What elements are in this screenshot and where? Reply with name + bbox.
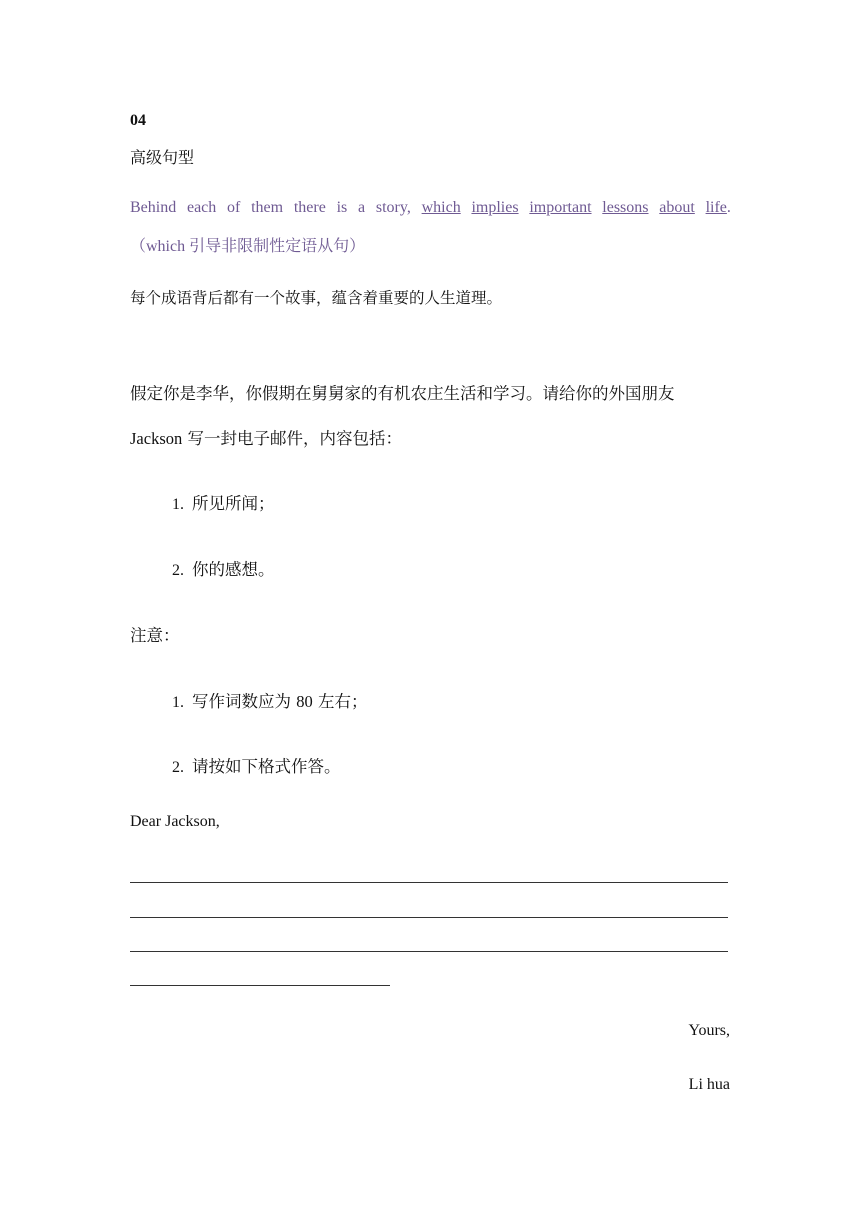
underlined-word: lessons [602,199,649,216]
list-number: 2. [172,562,184,579]
letter-greeting: Dear Jackson, [130,813,220,830]
example-word: of [227,199,241,216]
note-text-after: 左右； [312,692,368,711]
section-number: 04 [130,112,146,129]
answer-line [130,951,728,952]
underlined-word: which [421,199,461,216]
letter-signoff: Yours, [688,1022,730,1039]
note-text-before: 写作词数应为 [192,692,297,711]
example-word: a [358,199,366,216]
example-word: is [336,199,348,216]
notes-label: 注意： [130,626,180,645]
example-translation: 每个成语背后都有一个故事，蕴含着重要的人生道理。 [130,289,503,307]
note-text: 请按如下格式作答。 [192,757,341,776]
word-count: 80 [296,692,313,711]
section-title: 高级句型 [130,148,195,167]
sentence-end: . [726,199,731,216]
task-prompt-line2 [130,425,402,449]
example-sentence [130,199,731,217]
last-word-group [706,199,731,217]
friend-name: Jackson [130,429,183,448]
note-item [172,753,341,777]
task-prompt-line1: 假定你是李华，你假期在舅舅家的有机农庄生活和学习。请给你的外国朋友 [130,384,675,403]
point-text: 你的感想。 [192,560,275,579]
example-word: each [186,199,217,216]
list-number: 1. [172,496,184,513]
underlined-word: about [659,199,695,216]
example-word: them [251,199,284,216]
list-number: 2. [172,759,184,776]
list-number: 1. [172,694,184,711]
underlined-word: implies [471,199,519,216]
answer-line [130,917,728,918]
example-word: Behind [130,199,177,216]
example-word: story, [375,199,411,216]
content-point [172,490,275,514]
underlined-word: important [529,199,592,216]
note-item [172,688,368,712]
underlined-word: life [705,199,727,216]
answer-line [130,882,728,883]
grammar-note: （which 引导非限制性定语从句） [130,238,366,255]
content-point [172,556,275,580]
letter-signature: Li hua [688,1076,730,1093]
answer-line [130,985,390,986]
example-word: there [293,199,326,216]
point-text: 所见所闻； [192,494,275,513]
task-prompt-line2-rest: 写一封电子邮件，内容包括： [182,429,402,448]
